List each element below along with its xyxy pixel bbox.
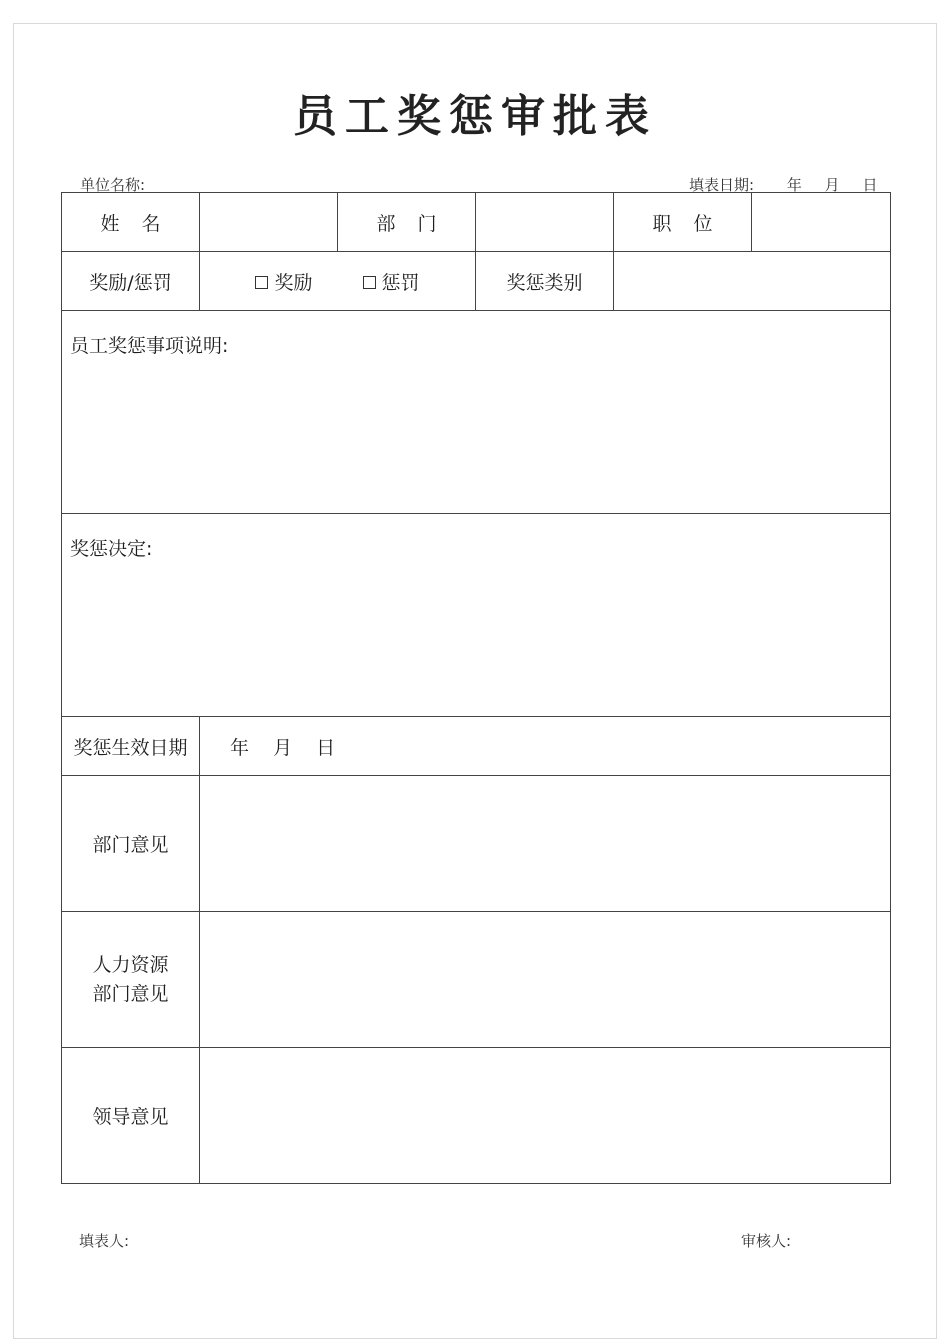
- department-label-cell: [338, 193, 476, 252]
- page-title: 员工奖惩审批表: [293, 91, 657, 142]
- department-label-char-2: 门: [417, 212, 437, 235]
- effective-day: 日: [316, 736, 336, 759]
- punish-option-label: 惩罚: [381, 271, 420, 294]
- approval-form-table: [61, 192, 891, 1184]
- name-label-char-1: 姓: [100, 212, 120, 235]
- fill-date-label: 填表日期:: [689, 176, 755, 194]
- leader-opinion-label: 领导意见: [62, 1048, 200, 1184]
- name-input-cell[interactable]: [200, 193, 338, 252]
- reviewer-label: 审核人:: [741, 1232, 792, 1250]
- effective-month: 月: [273, 736, 293, 759]
- reward-option[interactable]: [255, 268, 312, 295]
- effective-date-cell[interactable]: [200, 717, 891, 776]
- decision-label: 奖惩决定:: [70, 538, 153, 560]
- position-label-char-1: 职: [652, 212, 672, 235]
- reward-punish-options: [200, 252, 476, 311]
- description-label: 员工奖惩事项说明:: [70, 335, 229, 357]
- category-input-cell[interactable]: [614, 252, 891, 311]
- position-input-cell[interactable]: [752, 193, 891, 252]
- description-cell[interactable]: [62, 311, 891, 514]
- department-label-char-1: 部: [376, 212, 396, 235]
- leader-opinion-cell[interactable]: [200, 1048, 891, 1184]
- hr-opinion-label-line-1: 人力资源: [92, 953, 169, 976]
- reward-option-label: 奖励: [274, 271, 313, 294]
- fill-date-month: 月: [824, 176, 840, 194]
- effective-year: 年: [230, 736, 250, 759]
- filler-label: 填表人:: [79, 1232, 130, 1250]
- punish-option[interactable]: [363, 268, 420, 295]
- category-label: 奖惩类别: [476, 252, 614, 311]
- reward-punish-label: 奖励/惩罚: [62, 252, 200, 311]
- fill-date-day: 日: [862, 176, 878, 194]
- effective-date-label: 奖惩生效日期: [62, 717, 200, 776]
- punish-checkbox[interactable]: [363, 276, 376, 289]
- name-label-cell: [62, 193, 200, 252]
- department-opinion-label: 部门意见: [62, 776, 200, 912]
- position-label-cell: [614, 193, 752, 252]
- hr-opinion-cell[interactable]: [200, 912, 891, 1048]
- position-label-char-2: 位: [693, 212, 713, 235]
- reward-checkbox[interactable]: [255, 276, 268, 289]
- department-input-cell[interactable]: [476, 193, 614, 252]
- department-opinion-cell[interactable]: [200, 776, 891, 912]
- decision-cell[interactable]: [62, 514, 891, 717]
- hr-opinion-label: [62, 912, 200, 1048]
- fill-date-year: 年: [786, 176, 802, 194]
- unit-name-label: 单位名称:: [80, 176, 146, 194]
- hr-opinion-label-line-2: 部门意见: [92, 982, 169, 1005]
- name-label-char-2: 名: [141, 212, 161, 235]
